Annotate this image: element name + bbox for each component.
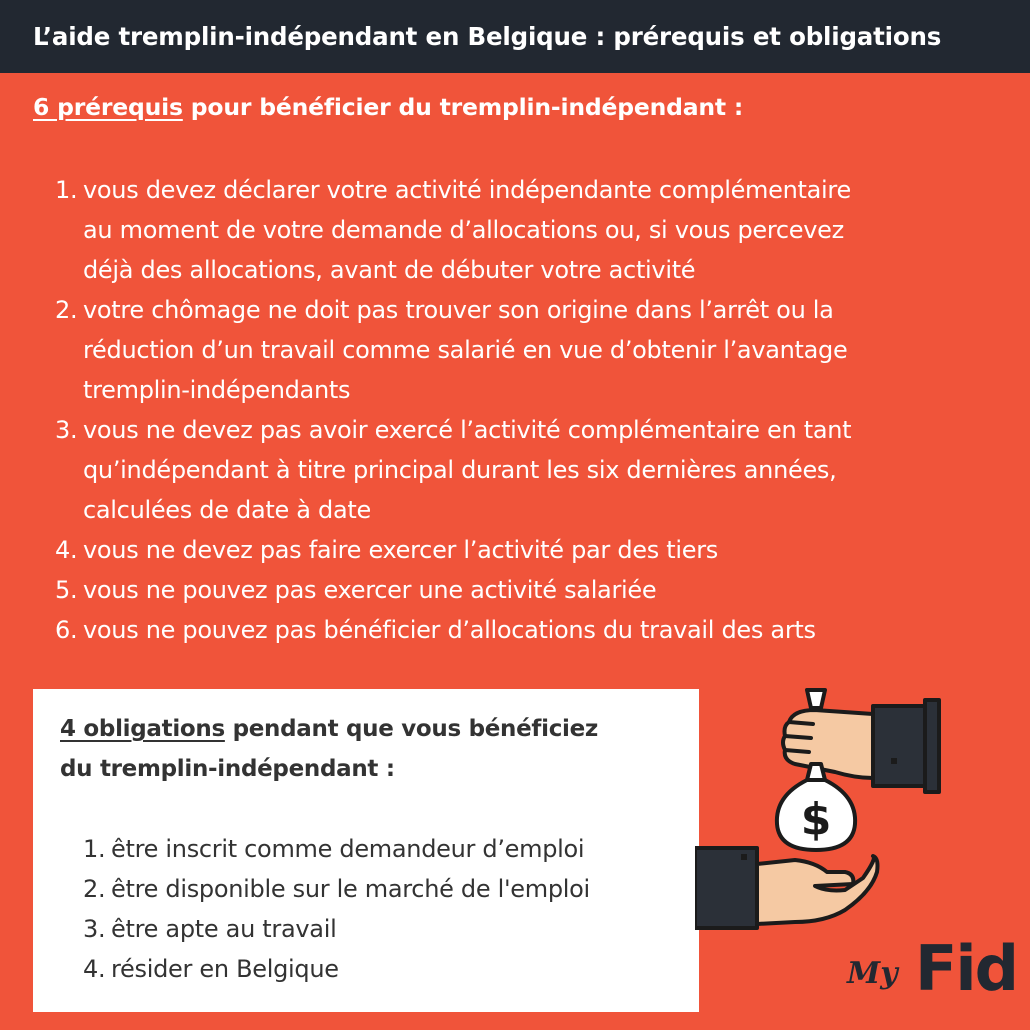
list-item-text — [83, 410, 955, 530]
list-item-text: être apte au travail — [111, 915, 337, 943]
obligations-title-emphasis: 4 obligations — [60, 716, 225, 742]
obligations-title — [60, 709, 680, 789]
list-item-line: réduction d’un travail comme salarié en vue d’obtenir l’avantage — [83, 336, 848, 364]
bottom-hand — [757, 856, 878, 924]
list-item — [83, 909, 683, 949]
list-item-text — [83, 290, 955, 410]
list-item — [55, 610, 955, 650]
prerequisites-list — [55, 170, 955, 650]
list-item — [83, 829, 683, 869]
list-item-number: 4. — [55, 536, 78, 564]
money-bag-handover-icon — [695, 678, 945, 938]
list-item-line: calculées de date à date — [83, 496, 371, 524]
obligations-list — [83, 829, 683, 989]
top-hand — [783, 710, 873, 778]
list-item-number: 2. — [55, 296, 78, 324]
list-item — [83, 869, 683, 909]
logo-my-text: My — [847, 956, 898, 991]
list-item-number: 1. — [83, 835, 106, 863]
list-item — [55, 170, 955, 290]
prerequisites-title — [33, 93, 743, 121]
list-item-text: vous ne pouvez pas bénéficier d’allocations du travail des arts — [83, 616, 816, 644]
list-item-line: au moment de votre demande d’allocations ou, si vous percevez — [83, 216, 844, 244]
list-item-line: déjà des allocations, avant de débuter votre activité — [83, 256, 696, 284]
prerequisites-title-rest: pour bénéficier du tremplin-indépendant : — [182, 93, 744, 121]
list-item-text: être disponible sur le marché de l'emploi — [111, 875, 590, 903]
page-header — [0, 0, 1030, 73]
list-item-number: 3. — [55, 416, 78, 444]
list-item-number: 5. — [55, 576, 78, 604]
list-item-text: vous ne devez pas faire exercer l’activité par des tiers — [83, 536, 718, 564]
list-item-line: votre chômage ne doit pas trouver son origine dans l’arrêt ou la — [83, 296, 834, 324]
list-item-text: être inscrit comme demandeur d’emploi — [111, 835, 585, 863]
money-bag — [777, 780, 855, 850]
list-item-line: vous ne devez pas avoir exercé l’activité complémentaire en tant — [83, 416, 852, 444]
list-item — [55, 290, 955, 410]
list-item-line: qu’indépendant à titre principal durant les six dernières années, — [83, 456, 837, 484]
bottom-sleeve — [695, 848, 757, 928]
dollar-sign: $ — [800, 794, 832, 845]
obligations-box — [33, 689, 699, 1012]
list-item-text: vous ne pouvez pas exercer une activité salariée — [83, 576, 657, 604]
myfid-logo — [847, 932, 1027, 1018]
list-item-line: tremplin-indépendants — [83, 376, 351, 404]
list-item-text: résider en Belgique — [111, 955, 339, 983]
list-item-number: 4. — [83, 955, 106, 983]
list-item-number: 2. — [83, 875, 106, 903]
page-title: L’aide tremplin-indépendant en Belgique : prérequis et obligations — [33, 22, 942, 51]
list-item — [83, 949, 683, 989]
list-item-text — [83, 170, 955, 290]
top-sleeve — [873, 700, 939, 792]
obligations-title-rest: pendant que vous bénéficiez — [224, 716, 599, 742]
list-item-number: 3. — [83, 915, 106, 943]
list-item-number: 6. — [55, 616, 78, 644]
list-item — [55, 570, 955, 610]
list-item-line: vous devez déclarer votre activité indépendante complémentaire — [83, 176, 851, 204]
list-item — [55, 530, 955, 570]
obligations-title-line2: du tremplin-indépendant : — [60, 756, 395, 782]
logo-fid-text: Fid — [915, 932, 1017, 1005]
list-item-number: 1. — [55, 176, 78, 204]
list-item — [55, 410, 955, 530]
prerequisites-title-emphasis: 6 prérequis — [33, 93, 183, 121]
